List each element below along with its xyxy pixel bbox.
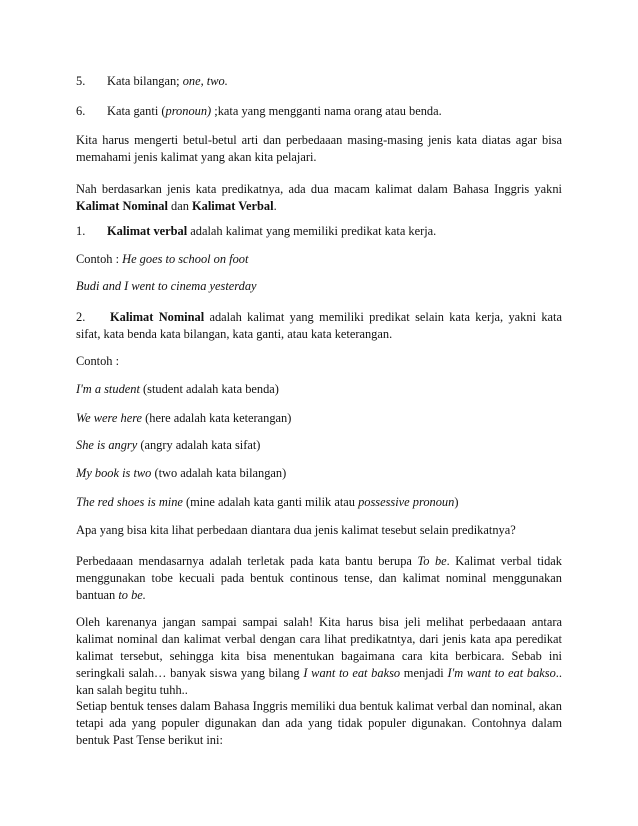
example-note: (mine adalah kata ganti milik atau bbox=[182, 495, 359, 509]
example-note: ) bbox=[454, 495, 459, 509]
example-verbal-2 bbox=[76, 278, 562, 295]
definition-text: adalah kalimat yang memiliki predikat selain kata kerja, yakni kata sifat, kata benda kata bilangan, kata ganti, atau kata keterangan. bbox=[76, 310, 562, 341]
term-to-be: To be bbox=[417, 554, 447, 568]
para-text: . bbox=[273, 199, 277, 213]
paragraph-careful bbox=[76, 614, 562, 699]
para-text: Nah berdasarkan jenis kata predikatnya, ada dua macam kalimat dalam Bahasa Inggris yakni bbox=[76, 182, 562, 196]
paragraph-understand: Kita harus mengerti betul-betul arti dan perbedaaan masing-masing jenis kata diatas agar bisa memahami jenis kalimat yang akan kita pelajari. bbox=[76, 133, 562, 164]
term-verbal: Kalimat Verbal bbox=[192, 199, 274, 213]
item-text: Kata ganti ( bbox=[107, 104, 166, 118]
paragraph-tenses: Setiap bentuk tenses dalam Bahasa Inggris memiliki dua bentuk kalimat verbal dan nominal, akan tetapi ada yang populer digunakan dan ada yang tidak populer digunakan. Contohnya dalam bentuk Past Tense berikut ini: bbox=[76, 699, 562, 747]
list-item-5 bbox=[76, 73, 562, 90]
example-note: (here adalah kata keterangan) bbox=[142, 411, 292, 425]
para-text: menjadi bbox=[400, 666, 448, 680]
example-correct: I want to eat bakso bbox=[303, 666, 401, 680]
example-sentence: He goes to school on foot bbox=[122, 252, 249, 266]
term-to-be: to be. bbox=[118, 588, 146, 602]
list-item-6 bbox=[76, 103, 562, 120]
definition-text: adalah kalimat yang memiliki predikat kata kerja. bbox=[187, 224, 437, 238]
item-italic: one, two. bbox=[182, 74, 228, 88]
paragraph-sentence-types bbox=[76, 181, 562, 215]
example-verbal-1 bbox=[76, 251, 562, 268]
example-sentence: She is angry bbox=[76, 438, 138, 452]
example-nominal-3 bbox=[76, 437, 562, 454]
example-note: (angry adalah kata sifat) bbox=[137, 438, 261, 452]
contoh-label: Contoh : bbox=[76, 354, 120, 368]
definition-term: Kalimat Nominal bbox=[110, 310, 205, 324]
example-note: (student adalah kata benda) bbox=[139, 382, 279, 396]
example-wrong: I'm want to eat bakso bbox=[447, 666, 556, 680]
example-label: Contoh : bbox=[76, 252, 123, 266]
example-note: (two adalah kata bilangan) bbox=[151, 466, 287, 480]
example-sentence: The red shoes is mine bbox=[76, 495, 183, 509]
term-nominal: Kalimat Nominal bbox=[76, 199, 168, 213]
example-nominal-5 bbox=[76, 494, 562, 511]
para-text: . Kalimat verbal tidak menggunakan tobe kecuali pada bentuk continous tense, dan kalimat nominal menggunakan bantuan bbox=[76, 554, 562, 602]
item-text: ;kata yang mengganti nama orang atau benda. bbox=[211, 104, 442, 118]
paragraph-difference bbox=[76, 553, 562, 604]
question-paragraph: Apa yang bisa kita lihat perbedaan diantara dua jenis kalimat tesebut selain predikatnya? bbox=[76, 523, 516, 537]
item-text: Kata bilangan; bbox=[107, 74, 183, 88]
example-sentence: Budi and I went to cinema yesterday bbox=[76, 279, 257, 293]
example-note-italic: possessive pronoun bbox=[358, 495, 455, 509]
list-number: 1. bbox=[76, 224, 86, 238]
example-nominal-4 bbox=[76, 465, 562, 482]
example-sentence: We were here bbox=[76, 411, 143, 425]
example-nominal-2 bbox=[76, 410, 562, 427]
para-text: .. kan salah begitu tuhh.. bbox=[76, 666, 562, 697]
para-text: dan bbox=[167, 199, 192, 213]
example-sentence: My book is two bbox=[76, 466, 152, 480]
definition-term: Kalimat verbal bbox=[107, 224, 188, 238]
para-text: Oleh karenanya jangan sampai sampai salah! Kita harus bisa jeli melihat perbedaaan antara kalimat nominal dan kalimat verbal dengan cara lihat predikatntya, dari jenis kata apa peredikat kalimat tersebut, sehingga kita bisa menentukan bagaimana cara kita berbicara. Sebab ini seringkali salah… banyak siswa yang bilang bbox=[76, 615, 562, 680]
list-number: 6. bbox=[76, 104, 86, 118]
example-nominal-1 bbox=[76, 381, 562, 398]
list-number: 2. bbox=[76, 310, 86, 324]
definition-nominal bbox=[76, 309, 562, 343]
list-number: 5. bbox=[76, 74, 86, 88]
definition-verbal bbox=[76, 223, 562, 240]
example-sentence: I'm a student bbox=[76, 382, 140, 396]
item-italic: pronoun) bbox=[165, 104, 212, 118]
para-text: Perbedaaan mendasarnya adalah terletak pada kata bantu berupa bbox=[76, 554, 418, 568]
